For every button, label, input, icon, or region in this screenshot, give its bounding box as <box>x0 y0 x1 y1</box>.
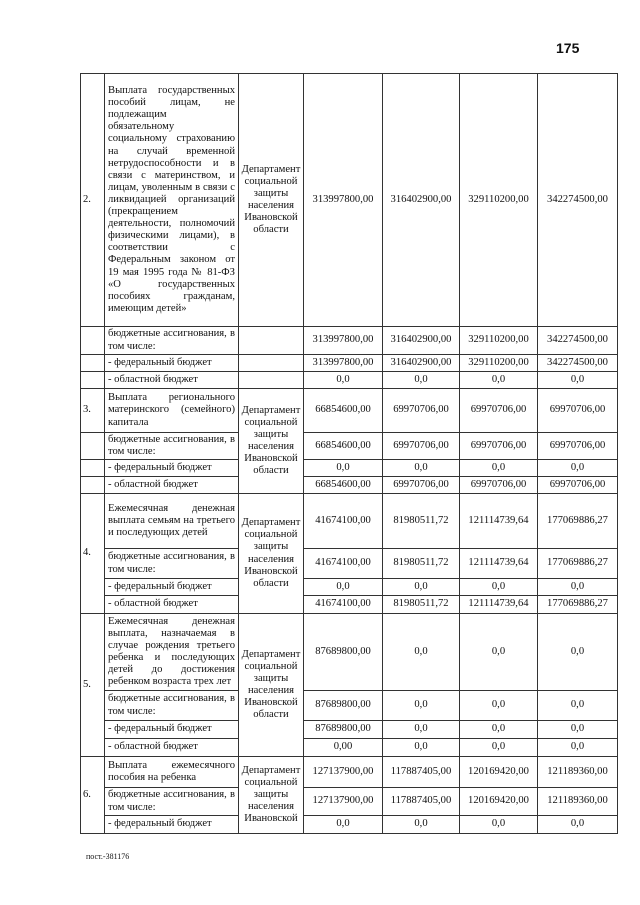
amount-year-2: 0,0 <box>383 614 460 691</box>
amount-year-4: 342274500,00 <box>538 327 618 355</box>
amount-year-4: 0,0 <box>538 816 618 834</box>
table-row <box>81 579 618 596</box>
table-row <box>81 549 618 579</box>
empty-cell <box>81 433 105 460</box>
amount-year-4: 0,0 <box>538 691 618 721</box>
amount-year-4: 177069886,27 <box>538 494 618 549</box>
empty-cell <box>81 460 105 477</box>
amount-year-3: 0,0 <box>460 614 538 691</box>
item-number: 6. <box>81 757 105 834</box>
amount-year-3: 121114739,64 <box>460 596 538 614</box>
amount-year-1: 127137900,00 <box>304 757 383 788</box>
empty-cell <box>81 372 105 389</box>
amount-year-2: 81980511,72 <box>383 494 460 549</box>
amount-year-1: 0,0 <box>304 816 383 834</box>
amount-year-2: 0,0 <box>383 739 460 757</box>
item-name: Ежемесячная денежная выплата, назначаемая в случае рождения третьего ребенка и последующих детей до достижения ребенком возраста трех лет <box>105 614 239 691</box>
item-number: 3. <box>81 389 105 433</box>
amount-year-1: 313997800,00 <box>304 74 383 327</box>
amount-year-3: 0,0 <box>460 372 538 389</box>
empty-cell <box>239 372 304 389</box>
amount-year-4: 177069886,27 <box>538 596 618 614</box>
table-row <box>81 757 618 788</box>
amount-year-2: 0,0 <box>383 721 460 739</box>
amount-year-4: 342274500,00 <box>538 355 618 372</box>
amount-year-3: 329110200,00 <box>460 355 538 372</box>
item-name: - областной бюджет <box>105 372 239 389</box>
document-footer-code: пост.-381176 <box>86 852 130 861</box>
item-name: бюджетные ассигнования, в том числе: <box>105 788 239 816</box>
amount-year-4: 69970706,00 <box>538 477 618 494</box>
amount-year-3: 69970706,00 <box>460 389 538 433</box>
amount-year-1: 66854600,00 <box>304 433 383 460</box>
table-row <box>81 739 618 757</box>
amount-year-4: 121189360,00 <box>538 757 618 788</box>
item-name: бюджетные ассигнования, в том числе: <box>105 549 239 579</box>
table-row <box>81 460 618 477</box>
budget-table <box>80 73 618 834</box>
item-name: - федеральный бюджет <box>105 460 239 477</box>
amount-year-3: 120169420,00 <box>460 788 538 816</box>
amount-year-1: 87689800,00 <box>304 614 383 691</box>
empty-cell <box>81 327 105 355</box>
item-name: - областной бюджет <box>105 739 239 757</box>
amount-year-2: 69970706,00 <box>383 433 460 460</box>
amount-year-4: 0,0 <box>538 739 618 757</box>
table-row <box>81 691 618 721</box>
empty-cell <box>239 355 304 372</box>
amount-year-1: 127137900,00 <box>304 788 383 816</box>
empty-cell <box>81 355 105 372</box>
amount-year-2: 117887405,00 <box>383 757 460 788</box>
responsible-department: Департамент социальной защиты населения Ивановской <box>239 757 304 834</box>
item-name: - федеральный бюджет <box>105 816 239 834</box>
amount-year-1: 41674100,00 <box>304 549 383 579</box>
amount-year-3: 0,0 <box>460 460 538 477</box>
amount-year-4: 69970706,00 <box>538 433 618 460</box>
amount-year-2: 0,0 <box>383 691 460 721</box>
page-number: 175 <box>556 40 580 56</box>
amount-year-1: 313997800,00 <box>304 327 383 355</box>
amount-year-1: 0,0 <box>304 372 383 389</box>
table-row <box>81 372 618 389</box>
empty-cell <box>81 477 105 494</box>
amount-year-4: 0,0 <box>538 614 618 691</box>
amount-year-3: 329110200,00 <box>460 327 538 355</box>
table-row <box>81 477 618 494</box>
amount-year-2: 69970706,00 <box>383 477 460 494</box>
amount-year-1: 41674100,00 <box>304 494 383 549</box>
responsible-department: Департамент социальной защиты населения Ивановской области <box>239 494 304 614</box>
item-number: 2. <box>81 74 105 327</box>
amount-year-3: 329110200,00 <box>460 74 538 327</box>
table-row <box>81 433 618 460</box>
amount-year-4: 0,0 <box>538 721 618 739</box>
amount-year-2: 117887405,00 <box>383 788 460 816</box>
table-row <box>81 389 618 433</box>
table-row <box>81 614 618 691</box>
amount-year-2: 316402900,00 <box>383 74 460 327</box>
amount-year-1: 87689800,00 <box>304 691 383 721</box>
item-name: Выплата ежемесячного пособия на ребенка <box>105 757 239 788</box>
amount-year-2: 0,0 <box>383 460 460 477</box>
amount-year-2: 0,0 <box>383 579 460 596</box>
amount-year-3: 0,0 <box>460 721 538 739</box>
item-number: 5. <box>81 614 105 757</box>
amount-year-4: 69970706,00 <box>538 389 618 433</box>
item-name: - областной бюджет <box>105 596 239 614</box>
amount-year-2: 316402900,00 <box>383 355 460 372</box>
item-name: - областной бюджет <box>105 477 239 494</box>
empty-cell <box>239 327 304 355</box>
amount-year-3: 121114739,64 <box>460 549 538 579</box>
table-row <box>81 596 618 614</box>
amount-year-4: 0,0 <box>538 579 618 596</box>
amount-year-1: 0,0 <box>304 460 383 477</box>
amount-year-3: 0,0 <box>460 739 538 757</box>
amount-year-2: 81980511,72 <box>383 549 460 579</box>
amount-year-1: 0,0 <box>304 579 383 596</box>
responsible-department: Департамент социальной защиты населения Ивановской области <box>239 74 304 327</box>
item-name: - федеральный бюджет <box>105 355 239 372</box>
amount-year-4: 121189360,00 <box>538 788 618 816</box>
amount-year-1: 313997800,00 <box>304 355 383 372</box>
amount-year-3: 120169420,00 <box>460 757 538 788</box>
item-name: бюджетные ассигнования, в том числе: <box>105 327 239 355</box>
item-name: бюджетные ассигнования, в том числе: <box>105 691 239 721</box>
amount-year-1: 41674100,00 <box>304 596 383 614</box>
amount-year-4: 0,0 <box>538 372 618 389</box>
amount-year-2: 0,0 <box>383 372 460 389</box>
item-name: Ежемесячная денежная выплата семьям на третьего и последующих детей <box>105 494 239 549</box>
amount-year-2: 316402900,00 <box>383 327 460 355</box>
amount-year-2: 0,0 <box>383 816 460 834</box>
amount-year-4: 342274500,00 <box>538 74 618 327</box>
table-row <box>81 355 618 372</box>
table-row <box>81 494 618 549</box>
amount-year-4: 0,0 <box>538 460 618 477</box>
table-row <box>81 74 618 327</box>
amount-year-1: 66854600,00 <box>304 477 383 494</box>
item-name: бюджетные ассигнования, в том числе: <box>105 433 239 460</box>
amount-year-4: 177069886,27 <box>538 549 618 579</box>
item-number: 4. <box>81 494 105 614</box>
amount-year-1: 66854600,00 <box>304 389 383 433</box>
amount-year-3: 69970706,00 <box>460 477 538 494</box>
table-row <box>81 721 618 739</box>
amount-year-3: 121114739,64 <box>460 494 538 549</box>
amount-year-3: 0,0 <box>460 579 538 596</box>
amount-year-3: 0,0 <box>460 816 538 834</box>
responsible-department: Департамент социальной защиты населения Ивановской области <box>239 389 304 494</box>
table-row <box>81 788 618 816</box>
item-name: - федеральный бюджет <box>105 721 239 739</box>
table-row <box>81 327 618 355</box>
amount-year-1: 0,00 <box>304 739 383 757</box>
amount-year-3: 69970706,00 <box>460 433 538 460</box>
amount-year-3: 0,0 <box>460 691 538 721</box>
amount-year-1: 87689800,00 <box>304 721 383 739</box>
table-row <box>81 816 618 834</box>
item-name: Выплата государственных пособий лицам, не подлежащим обязательному социальному страхованию на случай временной нетрудоспособности и в связи с материнством, и лицам, уволенным в связи с ликвидацией организаций (прекращением деятельности, полномочий физическими лицами), в соответствии с Федеральным законом от 19 мая 1995 года № 81-ФЗ «О государственных пособиях гражданам, имеющим детей» <box>105 74 239 327</box>
item-name: Выплата регионального материнского (семейного) капитала <box>105 389 239 433</box>
amount-year-2: 81980511,72 <box>383 596 460 614</box>
item-name: - федеральный бюджет <box>105 579 239 596</box>
amount-year-2: 69970706,00 <box>383 389 460 433</box>
responsible-department: Департамент социальной защиты населения Ивановской области <box>239 614 304 757</box>
